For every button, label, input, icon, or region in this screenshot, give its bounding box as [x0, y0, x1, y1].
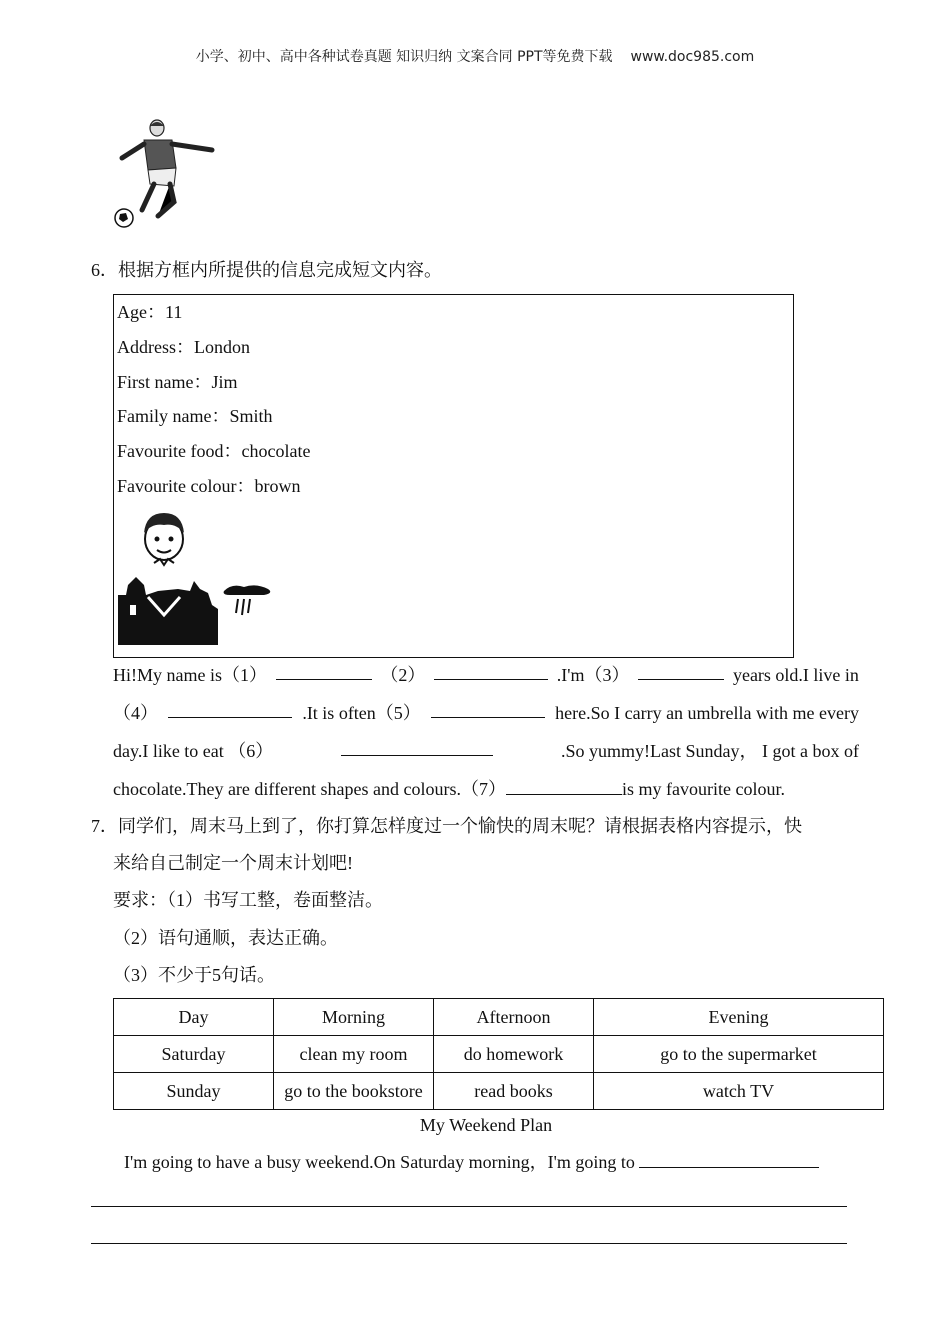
passage-2-b: .It is often（5） [302, 703, 421, 723]
rain-cloud-icon [222, 583, 274, 619]
table-header: Day [114, 999, 274, 1036]
passage-line-3 [113, 739, 859, 763]
question-6-title: 6．根据方框内所提供的信息完成短文内容。 [91, 260, 442, 280]
question-7-line-1: 7．同学们，周末马上到了，你打算怎样度过一个愉快的周末呢？请根据表格内容提示，快 [91, 816, 802, 836]
passage-1-d: years old.I live in [732, 665, 859, 685]
blank-6[interactable] [341, 739, 493, 756]
passage-3-b: .So yummy!Last Sunday， I got a box of [561, 741, 859, 761]
table-row [114, 1073, 884, 1110]
table-cell: go to the bookstore [274, 1073, 434, 1110]
table-cell: clean my room [274, 1036, 434, 1073]
info-age: Age：11 [117, 302, 183, 322]
table-header: Afternoon [434, 999, 594, 1036]
passage-3-a: day.I like to eat （6） [113, 741, 274, 761]
blank-7[interactable] [506, 778, 622, 795]
table-header: Evening [594, 999, 884, 1036]
table-cell: go to the supermarket [594, 1036, 884, 1073]
info-family-name: Family name：Smith [117, 406, 273, 426]
info-first-name: First name：Jim [117, 372, 238, 392]
passage-line-4 [113, 777, 785, 801]
blank-3[interactable] [638, 663, 724, 680]
blank-5[interactable] [431, 701, 545, 718]
requirement-1: 要求：（1）书写工整，卷面整洁。 [113, 890, 383, 910]
blank-1[interactable] [276, 663, 372, 680]
london-bridge-illustration [118, 575, 218, 645]
info-address: Address：London [117, 337, 250, 357]
passage-2-c: here.So I carry an umbrella with me every [555, 703, 859, 723]
passage-line-1 [113, 663, 859, 687]
requirement-3: （3）不少于5句话。 [113, 965, 275, 985]
passage-1-a: Hi!My name is（1） [113, 665, 267, 685]
plan-title: My Weekend Plan [419, 1115, 553, 1135]
header-text: 小学、初中、高中各种试卷真题 知识归纳 文案合同 PPT等免费下载 [195, 49, 613, 65]
passage-1-c: .I'm（3） [556, 665, 630, 685]
boy-face-illustration [134, 507, 194, 569]
blank-4[interactable] [168, 701, 292, 718]
table-header-row [114, 999, 884, 1036]
page-header [0, 46, 950, 66]
info-favourite-food: Favourite food：chocolate [117, 441, 311, 461]
writing-line[interactable] [91, 1206, 847, 1207]
table-header: Morning [274, 999, 434, 1036]
info-favourite-colour: Favourite colour：brown [117, 476, 301, 496]
soccer-player-illustration [112, 118, 222, 233]
table-cell: do homework [434, 1036, 594, 1073]
passage-line-2 [113, 701, 859, 725]
weekend-plan-table [113, 998, 884, 1110]
info-box [113, 294, 794, 658]
plan-start-text: I'm going to have a busy weekend.On Saturday morning，I'm going to [124, 1152, 635, 1172]
passage-2-a: （4） [113, 703, 158, 723]
passage-4-b: is my favourite colour. [622, 779, 785, 799]
header-url[interactable]: www.doc985.com [630, 49, 755, 65]
question-7-line-2: 来给自己制定一个周末计划吧! [113, 853, 353, 873]
table-cell: read books [434, 1073, 594, 1110]
passage-4-a: chocolate.They are different shapes and colours.（7） [113, 779, 507, 799]
writing-line[interactable] [91, 1243, 847, 1244]
table-row [114, 1036, 884, 1073]
requirement-2: （2）语句通顺，表达正确。 [113, 928, 338, 948]
table-cell: Sunday [114, 1073, 274, 1110]
passage-1-b: （2） [380, 665, 426, 685]
table-cell: watch TV [594, 1073, 884, 1110]
plan-start-sentence [124, 1150, 819, 1174]
table-cell: Saturday [114, 1036, 274, 1073]
writing-blank[interactable] [639, 1151, 819, 1168]
blank-2[interactable] [434, 663, 548, 680]
